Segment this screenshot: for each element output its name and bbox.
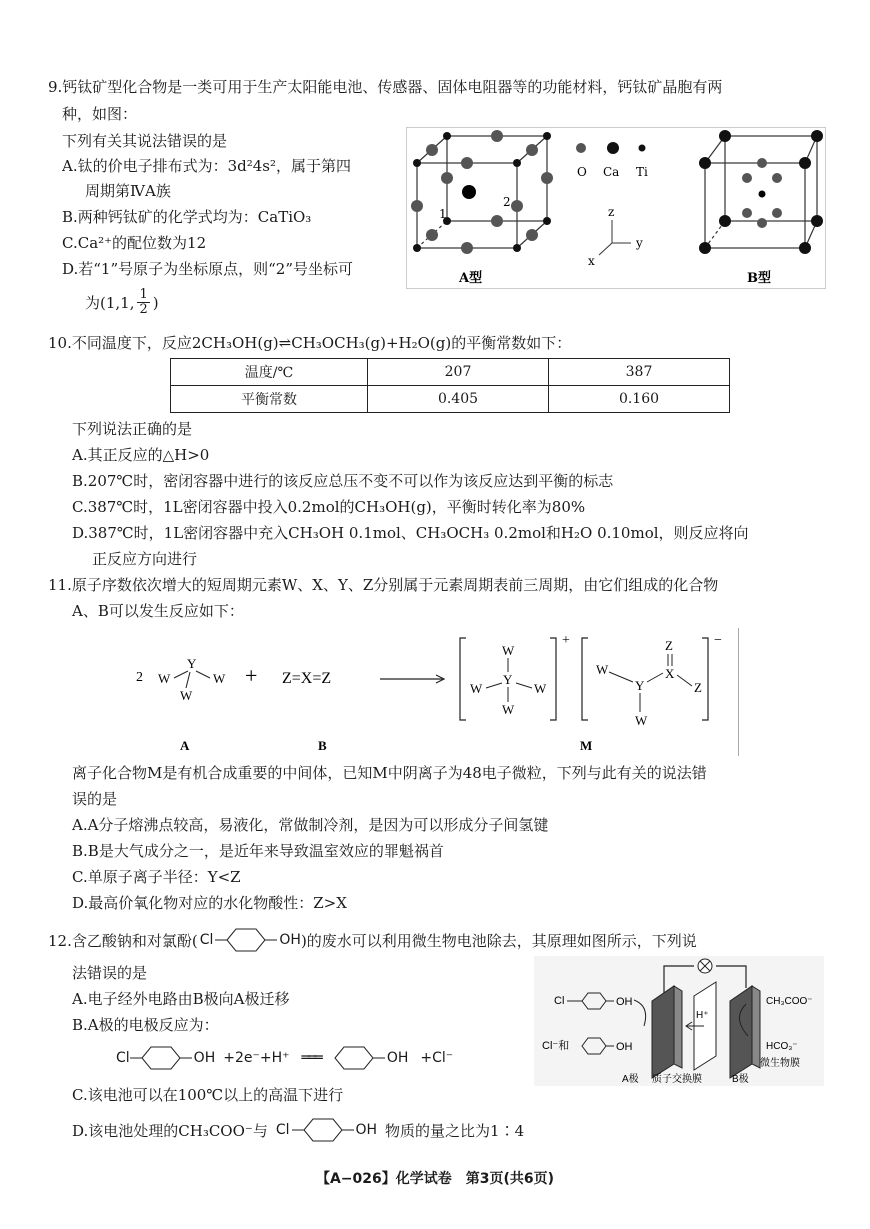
anion-w-left: W (596, 662, 609, 677)
q12-stem-line2: 法错误的是 (72, 964, 148, 982)
q9-fraction (137, 288, 149, 317)
q12-option-d-post: 物质的量之比为1∶4 (385, 1121, 525, 1140)
cube-a-center-atom (462, 185, 476, 199)
scheme-arrow (380, 675, 444, 683)
q12-stem-line1 (48, 927, 697, 953)
left-oh: OH (616, 996, 633, 1008)
q11-option-a: A.A分子熔沸点较高，易液化，常做制冷剂，是因为可以形成分子间氢键 (72, 816, 549, 834)
legend-o: O (577, 165, 587, 179)
cation-w-left: W (470, 681, 483, 696)
eq-end: +Cl⁻ (420, 1050, 454, 1066)
table-cell: 207 (368, 359, 549, 386)
electrode-a-side (674, 986, 682, 1068)
q9-option-c: C.Ca²⁺的配位数为12 (62, 234, 207, 252)
page-footer: 【A−026】化学试卷 第3页(共6页) (315, 1171, 555, 1187)
benzene-ring-icon (292, 1117, 354, 1143)
atom-label-1: 1 (439, 207, 447, 221)
anion-bonds (609, 654, 692, 712)
q11-option-d: D.最高价氧化物对应的水化物酸性：Z>X (72, 894, 347, 912)
scheme-a-w3: W (180, 688, 193, 703)
eq-cl-label: Cl (116, 1050, 130, 1066)
table-cell: 0.405 (368, 386, 549, 413)
q11-option-b: B.B是大气成分之一，是近年来导致温室效应的罪魁祸首 (72, 842, 444, 860)
cation-w-right: W (534, 681, 547, 696)
cation-w-bottom: W (502, 702, 515, 717)
q9-stem-line1: 9.钙钛矿型化合物是一类可用于生产太阳能电池、传感器、固体电阻器等的功能材料，钙钛矿晶胞有两 (48, 78, 723, 96)
table-cell: 0.160 (549, 386, 730, 413)
q12-d-cl: Cl (275, 1122, 290, 1138)
q11-text-line1: 离子化合物M是有机合成重要的中间体，已知M中阴离子为48电子微粒，下列与此有关的说法错 (72, 764, 707, 782)
scheme-a-w2: W (213, 671, 226, 686)
q10-option-a: A.其正反应的△H>0 (72, 446, 210, 464)
anion-brackets (582, 638, 708, 720)
reaction-scheme (130, 628, 739, 756)
q12-stem-post: )的废水可以利用微生物电池除去，其原理如图所示，下列说 (300, 931, 697, 950)
q12-equation (116, 1045, 453, 1071)
q12-option-d (72, 1117, 524, 1143)
biofilm-label: 微生物膜 (760, 1058, 800, 1069)
perovskite-figure (406, 127, 826, 289)
legend-ca: Ca (603, 165, 620, 179)
label-membrane: 质子交换膜 (652, 1074, 702, 1085)
q12-option-d-pre: D.该电池处理的CH₃COO⁻与 (72, 1121, 268, 1140)
q9-prompt: 下列有关其说法错误的是 (62, 132, 228, 150)
acetate-label: CH₃COO⁻ (766, 996, 813, 1007)
benzene-ring-icon (215, 927, 277, 953)
microbial-cell-svg (534, 956, 824, 1086)
benzene-ring-icon (582, 993, 606, 1009)
table-row (171, 386, 730, 413)
q9-option-d-close: ) (152, 293, 159, 312)
q9-option-a-line2: 周期第ⅣA族 (85, 182, 171, 200)
cation-charge: + (562, 633, 570, 648)
label-electrode-b: B极 (732, 1074, 749, 1085)
label-electrode-a: A极 (622, 1074, 639, 1085)
q10-prompt: 下列说法正确的是 (72, 420, 193, 438)
axes (599, 220, 631, 255)
q10-option-b: B.207℃时，密闭容器中进行的该反应总压不变不可以作为该反应达到平衡的标志 (72, 472, 614, 490)
legend-o-dot (576, 143, 586, 153)
q9-fraction-den: 2 (139, 302, 148, 317)
scheme-plus: + (245, 663, 258, 688)
cation-w-top: W (502, 643, 515, 658)
electrode-a (652, 986, 674, 1078)
equilibrium-table (170, 358, 730, 413)
anion-z-top: Z (665, 638, 673, 653)
cube-a-face-atoms (411, 130, 553, 254)
left-cl: Cl (554, 995, 565, 1007)
atom-label-2: 2 (503, 195, 511, 209)
scheme-coef: 2 (136, 670, 143, 685)
q9-option-d-text: 为(1,1, (85, 294, 135, 312)
table-cell: 平衡常数 (171, 386, 368, 413)
q9-fraction-num: 1 (139, 287, 148, 302)
q10-stem: 10.不同温度下，反应2CH₃OH(g)⇌CH₃OCH₃(g)+H₂O(g)的平衡常数如下： (48, 334, 572, 352)
table-cell: 387 (549, 359, 730, 386)
q11-stem-line1: 11.原子序数依次增大的短周期元素W、X、Y、Z分别属于元素周期表前三周期，由它们组成的化合物 (48, 576, 719, 594)
q12-d-oh: OH (355, 1122, 378, 1138)
scheme-b-formula: Z=X=Z (282, 670, 332, 687)
benzene-ring-icon (130, 1045, 192, 1071)
axis-x: x (588, 254, 595, 268)
reaction-scheme-svg (130, 628, 738, 756)
cation-y: Y (503, 672, 513, 687)
electrode-b (730, 986, 752, 1078)
q9-option-b: B.两种钙钛矿的化学式均为：CaTiO₃ (62, 208, 312, 226)
q12-option-b: B.A极的电极反应为： (72, 1016, 219, 1034)
legend-ca-dot (607, 142, 619, 154)
eq-oh-label: OH (193, 1050, 216, 1066)
q12-cl-label: Cl (199, 932, 214, 948)
scheme-label-b: B (318, 738, 327, 753)
axis-z: z (608, 205, 615, 219)
q11-stem-line2: A、B可以发生反应如下： (72, 602, 244, 620)
q12-option-a: A.电子经外电路由B极向A极迁移 (72, 990, 290, 1008)
benzene-ring-icon (582, 1038, 606, 1054)
q12-oh-label: OH (279, 932, 301, 948)
anion-charge: − (714, 633, 722, 648)
microbial-cell-figure (534, 956, 824, 1086)
axis-y: y (636, 236, 643, 250)
scheme-label-m: M (580, 738, 593, 753)
scheme-a-w1: W (158, 671, 171, 686)
q9-option-a-line1: A.钛的价电子排布式为：3d²4s²，属于第四 (62, 157, 352, 175)
perovskite-svg (407, 128, 825, 288)
q10-option-d-line2: 正反应方向进行 (92, 550, 198, 568)
label-type-b: B型 (747, 271, 771, 286)
scheme-label-a: A (180, 738, 190, 753)
legend-ti-dot (639, 145, 646, 152)
q12-option-c: C.该电池可以在100℃以上的高温下进行 (72, 1086, 344, 1104)
bicarbonate-label: HCO₃⁻ (766, 1041, 798, 1052)
cl-and-label: Cl⁻和 (542, 1040, 570, 1052)
q10-option-d-line1: D.387℃时，1L密闭容器中充入CH₃OH 0.1mol、CH₃OCH₃ 0.2mol和H₂O 0.10mol，则反应将向 (72, 524, 749, 542)
q12-stem-pre: 12.含乙酸钠和对氯酚( (48, 931, 198, 950)
q9-option-d-line1: D.若“1”号原子为坐标原点，则“2”号坐标可 (62, 260, 354, 278)
anion-x: X (665, 666, 675, 681)
anion-w-bottom: W (635, 713, 648, 728)
q10-option-c: C.387℃时，1L密闭容器中投入0.2mol的CH₃OH(g)，平衡时转化率为80% (72, 498, 586, 516)
anion-z-right: Z (694, 680, 702, 695)
q11-option-c: C.单原子离子半径：Y<Z (72, 868, 241, 886)
table-cell: 温度/℃ (171, 359, 368, 386)
eq-equals-icon: ═══ (301, 1050, 321, 1066)
left-oh-2: OH (616, 1041, 633, 1053)
q9-stem-line2: 种，如图： (62, 105, 138, 123)
benzene-ring-icon (333, 1045, 385, 1071)
eq-oh-label-2: OH (386, 1050, 409, 1066)
cube-b-center-atom (759, 191, 766, 198)
anion-y: Y (635, 678, 645, 693)
scheme-a-y: Y (187, 656, 197, 671)
curve-arrow-a (634, 1000, 646, 1026)
electrode-b-side (752, 986, 760, 1068)
q11-text-line2: 误的是 (72, 790, 118, 808)
scheme-a-bonds (174, 671, 210, 688)
q9-option-d-line2 (85, 288, 159, 317)
table-row (171, 359, 730, 386)
h-plus-label: H⁺ (696, 1010, 709, 1021)
eq-mid: +2e⁻+H⁺ (223, 1050, 290, 1066)
legend-ti: Ti (636, 165, 648, 179)
label-type-a: A型 (459, 271, 483, 286)
